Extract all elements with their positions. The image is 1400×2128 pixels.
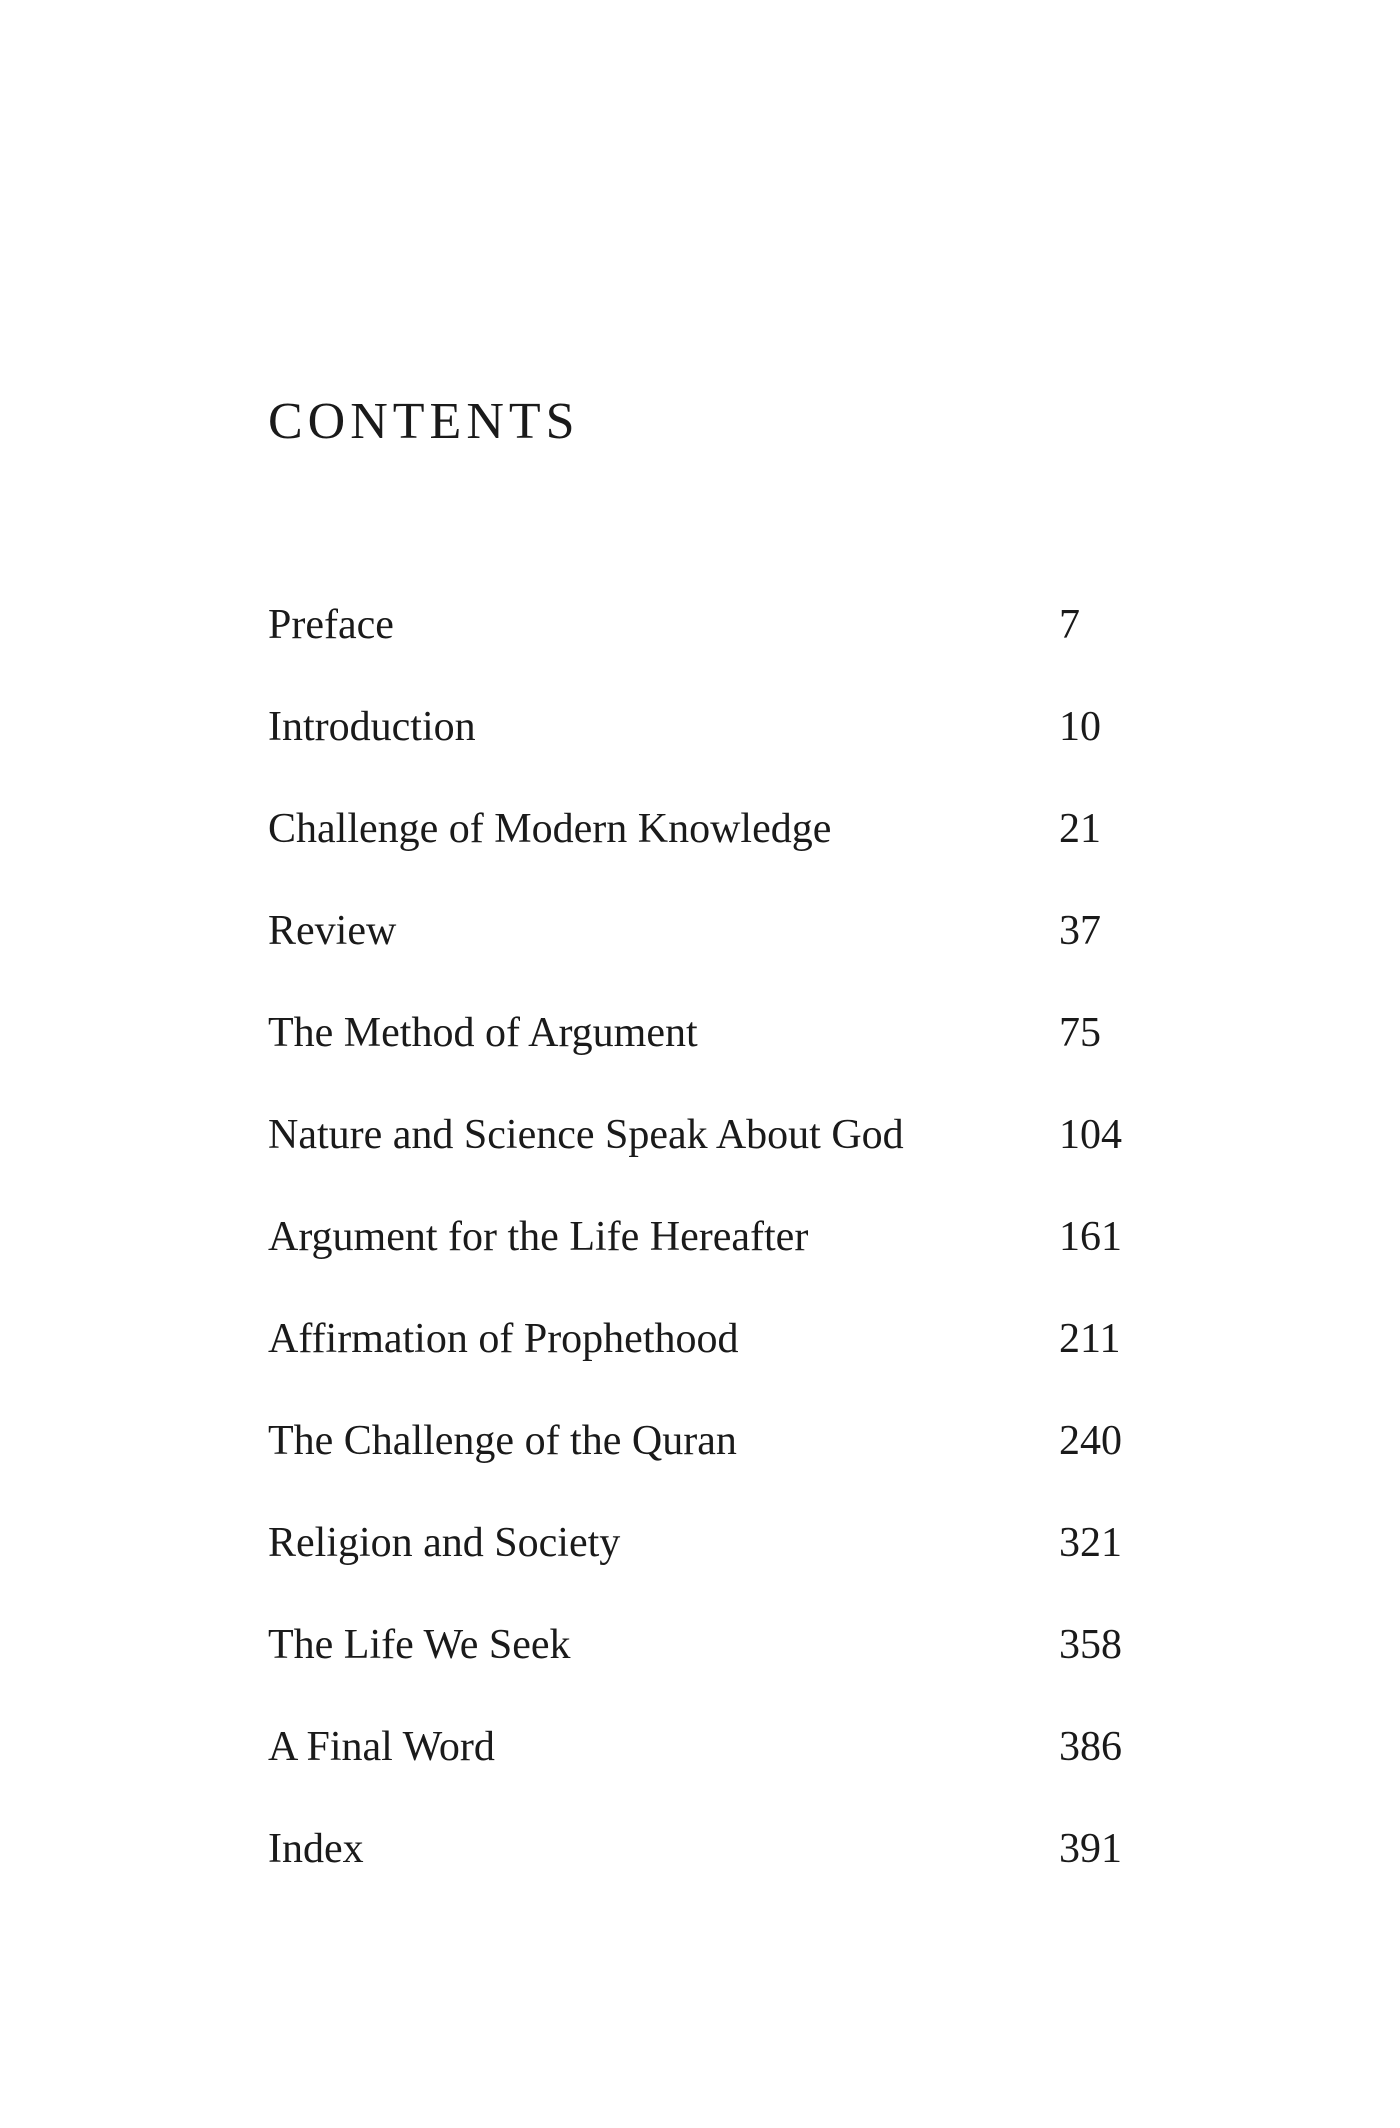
toc-entry-title: Affirmation of Prophethood (268, 1316, 739, 1362)
toc-entry-page: 358 (1059, 1622, 1122, 1668)
toc-entry (268, 1006, 1148, 1108)
toc-entry-title: Argument for the Life Hereafter (268, 1214, 809, 1260)
toc-entry (268, 1414, 1148, 1516)
toc-entry-page: 10 (1059, 704, 1101, 750)
toc-entry-title: The Method of Argument (268, 1010, 698, 1056)
toc-entry-page: 37 (1059, 908, 1101, 954)
toc-entry-title: Index (268, 1826, 364, 1872)
toc-entry (268, 1618, 1148, 1720)
toc-entry (268, 1720, 1148, 1822)
toc-entry (268, 1312, 1148, 1414)
toc-entry-page: 104 (1059, 1112, 1122, 1158)
toc-entry-page: 75 (1059, 1010, 1101, 1056)
toc-entry-page: 240 (1059, 1418, 1122, 1464)
toc-entry-page: 391 (1059, 1826, 1122, 1872)
toc-entry (268, 802, 1148, 904)
toc-entry (268, 598, 1148, 700)
table-of-contents (268, 598, 1148, 1924)
toc-entry-title: Introduction (268, 704, 476, 750)
toc-entry-page: 7 (1059, 602, 1080, 648)
toc-entry-title: Challenge of Modern Knowledge (268, 806, 832, 852)
toc-entry-page: 21 (1059, 806, 1101, 852)
toc-entry-title: Preface (268, 602, 394, 648)
toc-entry-page: 386 (1059, 1724, 1122, 1770)
toc-entry (268, 904, 1148, 1006)
toc-entry (268, 1210, 1148, 1312)
toc-entry (268, 700, 1148, 802)
toc-entry-title: Review (268, 908, 397, 954)
toc-entry (268, 1516, 1148, 1618)
toc-entry-title: A Final Word (268, 1724, 495, 1770)
toc-entry (268, 1822, 1148, 1924)
toc-entry-title: Nature and Science Speak About God (268, 1112, 904, 1158)
toc-entry-page: 211 (1059, 1316, 1121, 1362)
toc-entry-title: The Challenge of the Quran (268, 1418, 737, 1464)
toc-entry (268, 1108, 1148, 1210)
toc-entry-page: 161 (1059, 1214, 1122, 1260)
page-title: CONTENTS (268, 393, 580, 450)
toc-entry-page: 321 (1059, 1520, 1122, 1566)
toc-entry-title: The Life We Seek (268, 1622, 571, 1668)
toc-entry-title: Religion and Society (268, 1520, 621, 1566)
